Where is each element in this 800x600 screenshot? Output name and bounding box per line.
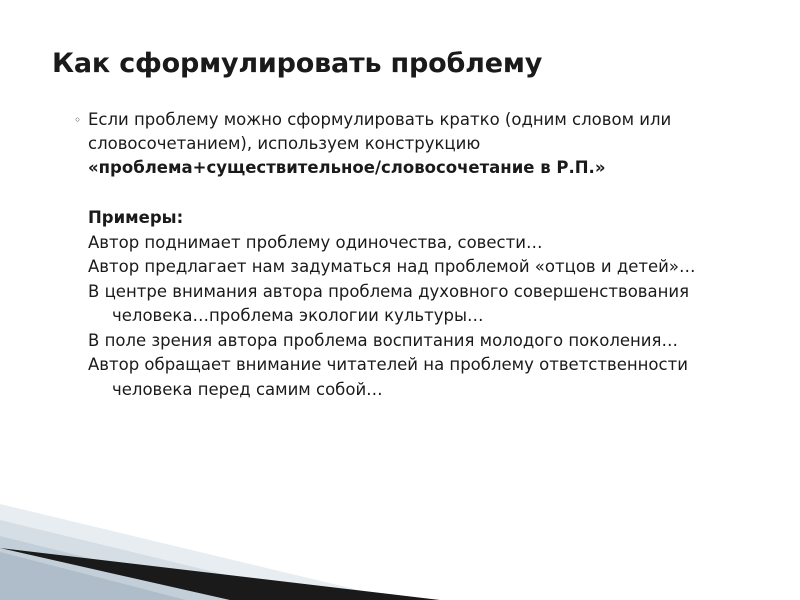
bullet-text-regular: Если проблему можно сформулировать кратко (одним словом или словосочетанием), используем конструкцию xyxy=(88,110,672,153)
corner-triangles-decoration xyxy=(0,490,440,600)
slide-body xyxy=(74,108,734,402)
list-item: Автор предлагает нам задуматься над проблемой «отцов и детей»… xyxy=(88,257,696,276)
bullet-text-bold: «проблема+существительное/словосочетание в Р.П.» xyxy=(88,158,606,177)
list-item: Автор обращает внимание читателей на проблему ответственности человека перед самим собой… xyxy=(88,355,688,399)
spacer xyxy=(74,182,734,206)
bullet-text xyxy=(88,108,734,180)
page-title: Как сформулировать проблему xyxy=(52,48,543,79)
examples-heading: Примеры: xyxy=(88,208,184,227)
list-item: В центре внимания автора проблема духовного совершенствования человека…проблема экологии культуры… xyxy=(88,281,690,325)
bullet-marker-icon: ◦ xyxy=(74,113,82,127)
list-item: В поле зрения автора проблема воспитания молодого поколения… xyxy=(88,330,678,350)
bullet-item xyxy=(74,108,734,180)
list-item: Автор поднимает проблему одиночества, совести… xyxy=(88,232,543,252)
